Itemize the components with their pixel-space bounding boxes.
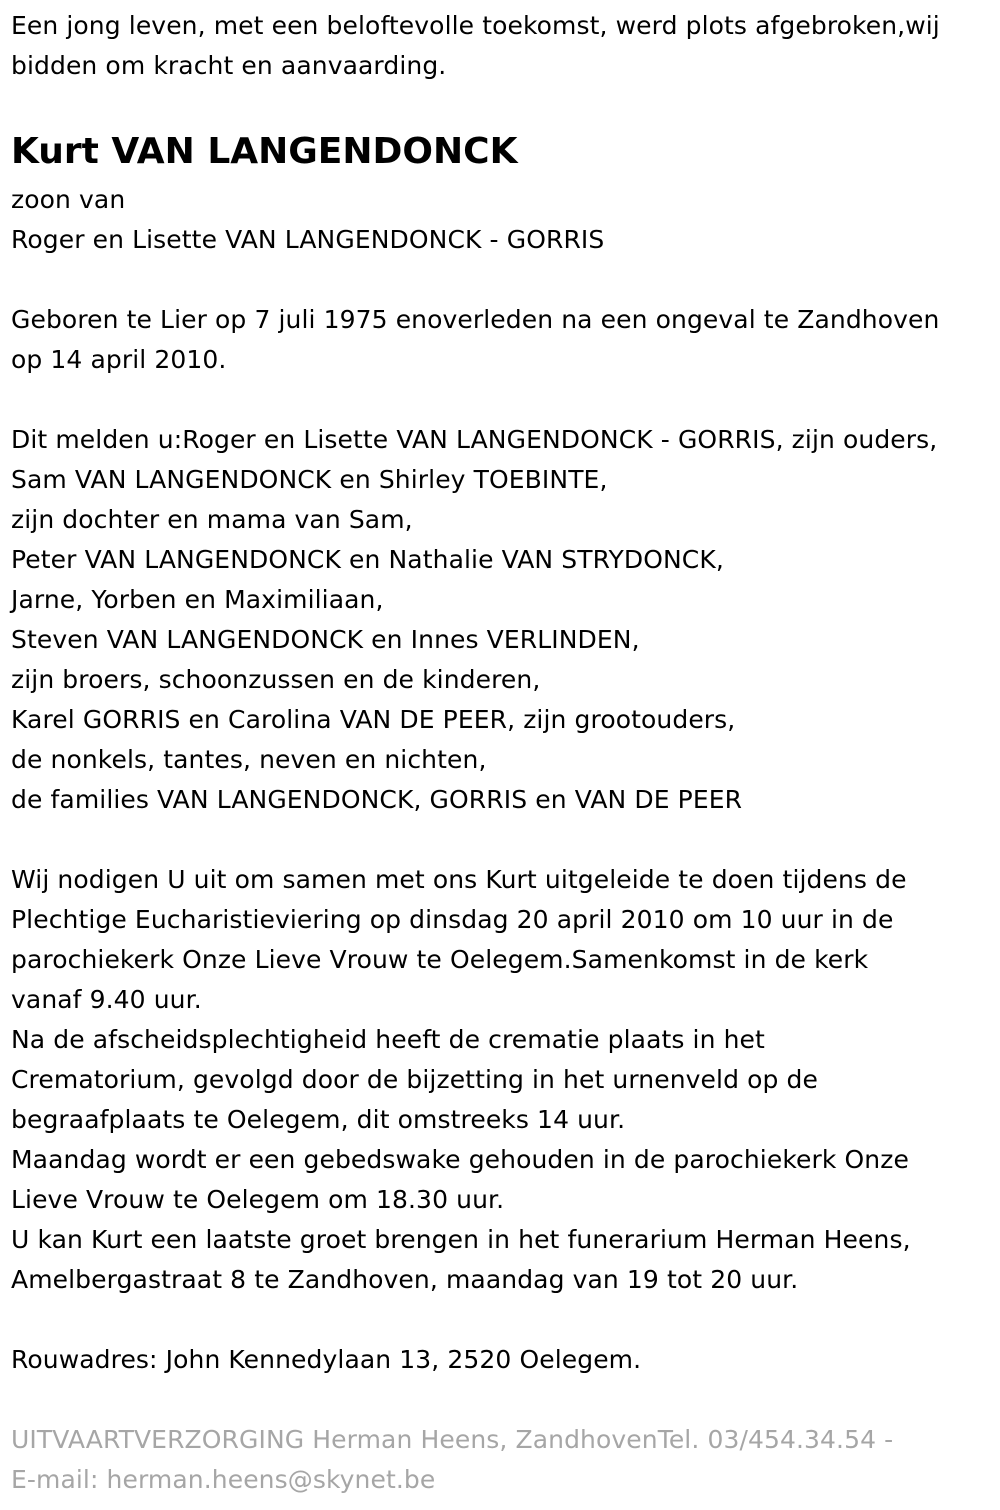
announcer-line: zijn dochter en mama van Sam, [11, 505, 413, 534]
spacer [11, 260, 996, 300]
spacer [11, 380, 996, 420]
footer-line: UITVAARTVERZORGING Herman Heens, ZandhovenTel. 03/454.34.54 - [11, 1425, 894, 1454]
intro-text [11, 6, 996, 86]
announcer-line: Steven VAN LANGENDONCK en Innes VERLINDEN, [11, 625, 640, 654]
birth-death-line: op 14 april 2010. [11, 345, 227, 374]
ceremony-line: Amelbergastraat 8 te Zandhoven, maandag van 19 tot 20 uur. [11, 1265, 799, 1294]
ceremony-line: begraafplaats te Oelegem, dit omstreeks 14 uur. [11, 1105, 626, 1134]
death-notice [11, 6, 996, 1500]
intro-line: Een jong leven, met een beloftevolle toekomst, werd plots afgebroken,wij [11, 11, 940, 40]
birth-death-section [11, 300, 996, 380]
announcer-line: Sam VAN LANGENDONCK en Shirley TOEBINTE, [11, 465, 608, 494]
ceremony-line: Crematorium, gevolgd door de bijzetting in het urnenveld op de [11, 1065, 818, 1094]
ceremony-section [11, 860, 996, 1300]
parents-section [11, 180, 996, 260]
ceremony-line: vanaf 9.40 uur. [11, 985, 202, 1014]
spacer [11, 820, 996, 860]
ceremony-line: Maandag wordt er een gebedswake gehouden in de parochiekerk Onze [11, 1145, 909, 1174]
footer-line: E-mail: herman.heens@skynet.be [11, 1465, 436, 1494]
ceremony-line: parochiekerk Onze Lieve Vrouw te Oelegem.Samenkomst in de kerk [11, 945, 869, 974]
parents-line: zoon van [11, 185, 126, 214]
deceased-name: Kurt VAN LANGENDONCK [11, 131, 518, 172]
announcer-line: Peter VAN LANGENDONCK en Nathalie VAN STRYDONCK, [11, 545, 724, 574]
parents-line: Roger en Lisette VAN LANGENDONCK - GORRIS [11, 225, 605, 254]
announcer-line: Karel GORRIS en Carolina VAN DE PEER, zijn grootouders, [11, 705, 736, 734]
ceremony-line: Na de afscheidsplechtigheid heeft de crematie plaats in het [11, 1025, 765, 1054]
announcers-section [11, 420, 996, 820]
intro-line: bidden om kracht en aanvaarding. [11, 51, 447, 80]
birth-death-line: Geboren te Lier op 7 juli 1975 enoverleden na een ongeval te Zandhoven [11, 305, 940, 334]
ceremony-line: Plechtige Eucharistieviering op dinsdag 20 april 2010 om 10 uur in de [11, 905, 894, 934]
funeral-director-footer [11, 1420, 996, 1500]
spacer [11, 1300, 996, 1340]
announcer-line: de families VAN LANGENDONCK, GORRIS en VAN DE PEER [11, 785, 743, 814]
mourning-address: Rouwadres: John Kennedylaan 13, 2520 Oelegem. [11, 1345, 642, 1374]
ceremony-line: U kan Kurt een laatste groet brengen in het funerarium Herman Heens, [11, 1225, 911, 1254]
ceremony-line: Lieve Vrouw te Oelegem om 18.30 uur. [11, 1185, 505, 1214]
announcer-line: Dit melden u:Roger en Lisette VAN LANGENDONCK - GORRIS, zijn ouders, [11, 425, 938, 454]
announcer-line: zijn broers, schoonzussen en de kinderen, [11, 665, 541, 694]
announcer-line: Jarne, Yorben en Maximiliaan, [11, 585, 384, 614]
spacer [11, 1380, 996, 1420]
ceremony-line: Wij nodigen U uit om samen met ons Kurt uitgeleide te doen tijdens de [11, 865, 907, 894]
announcer-line: de nonkels, tantes, neven en nichten, [11, 745, 487, 774]
